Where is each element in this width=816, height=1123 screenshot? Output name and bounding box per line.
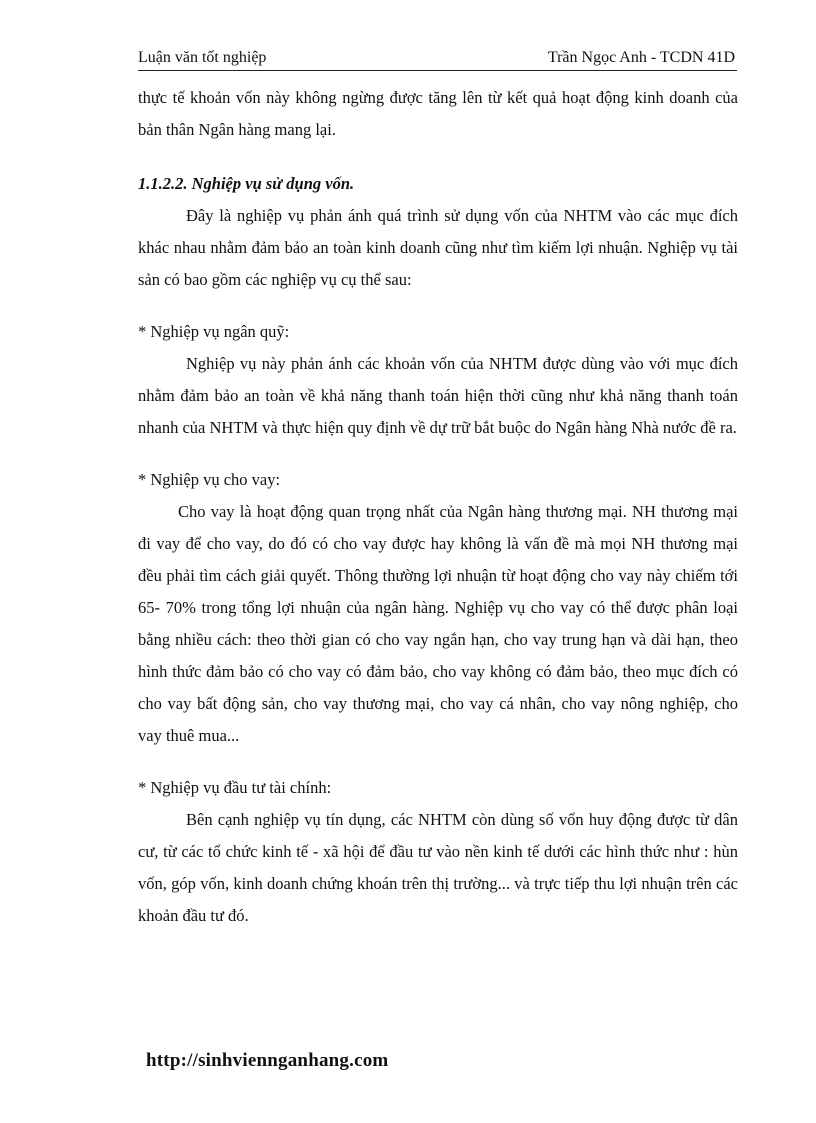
header-author-label: Trần Ngọc Anh - TCDN 41D bbox=[547, 49, 735, 66]
intro-paragraph: thực tế khoản vốn này không ngừng được tăng lên từ kết quả hoạt động kinh doanh của bản thân Ngân hàng mang lại. bbox=[138, 88, 738, 139]
item-text-cho-vay: Cho vay là hoạt động quan trọng nhất của Ngân hàng thương mại. NH thương mại đi vay để cho vay, do đó có cho vay được hay không là vấn đề mà mọi NH thương mại đều phải tìm cách giải quyết. Thông thường lợi nhuận từ hoạt động cho vay này chiếm tới 65- 70% trong tổng lợi nhuận của ngân hàng. Nghiệp vụ cho vay có thể được phân loại bằng nhiều cách: theo thời gian có cho vay ngắn hạn, cho vay trung hạn và dài hạn, theo hình thức đảm bảo có cho vay có đảm bảo, cho vay không có đảm bảo, theo mục đích có cho vay bất động sản, cho vay thương mại, cho vay cá nhân, cho vay nông nghiệp, cho vay thuê mua... bbox=[138, 502, 738, 745]
item-title-cho-vay: * Nghiệp vụ cho vay: bbox=[138, 470, 281, 489]
page-header bbox=[138, 46, 737, 71]
section-paragraph: Đây là nghiệp vụ phản ánh quá trình sử dụng vốn của NHTM vào các mục đích khác nhau nhằm đảm bảo an toàn kinh doanh cũng như tìm kiếm lợi nhuận. Nghiệp vụ tài sản có bao gồm các nghiệp vụ cụ thể sau: bbox=[138, 206, 738, 289]
footer-website-link[interactable]: http://sinhviennganhang.com bbox=[146, 1050, 389, 1071]
page-body bbox=[138, 82, 738, 932]
header-thesis-label: Luận văn tốt nghiệp bbox=[138, 49, 267, 66]
item-title-ngan-quy: * Nghiệp vụ ngân quỹ: bbox=[138, 322, 290, 341]
section-heading: 1.1.2.2. Nghiệp vụ sử dụng vốn. bbox=[138, 174, 355, 193]
item-text-ngan-quy: Nghiệp vụ này phản ánh các khoản vốn của NHTM được dùng vào với mục đích nhằm đảm bảo an toàn về khả năng thanh toán hiện thời cũng như khả năng thanh toán nhanh của NHTM và thực hiện quy định về dự trữ bắt buộc do Ngân hàng Nhà nước đề ra. bbox=[138, 354, 738, 437]
item-text-dau-tu: Bên cạnh nghiệp vụ tín dụng, các NHTM còn dùng số vốn huy động được từ dân cư, từ các tổ chức kinh tế - xã hội để đầu tư vào nền kinh tế dưới các hình thức như : hùn vốn, góp vốn, kinh doanh chứng khoán trên thị trường... và trực tiếp thu lợi nhuận trên các khoản đầu tư đó. bbox=[138, 810, 738, 925]
item-title-dau-tu: * Nghiệp vụ đầu tư tài chính: bbox=[138, 778, 332, 797]
